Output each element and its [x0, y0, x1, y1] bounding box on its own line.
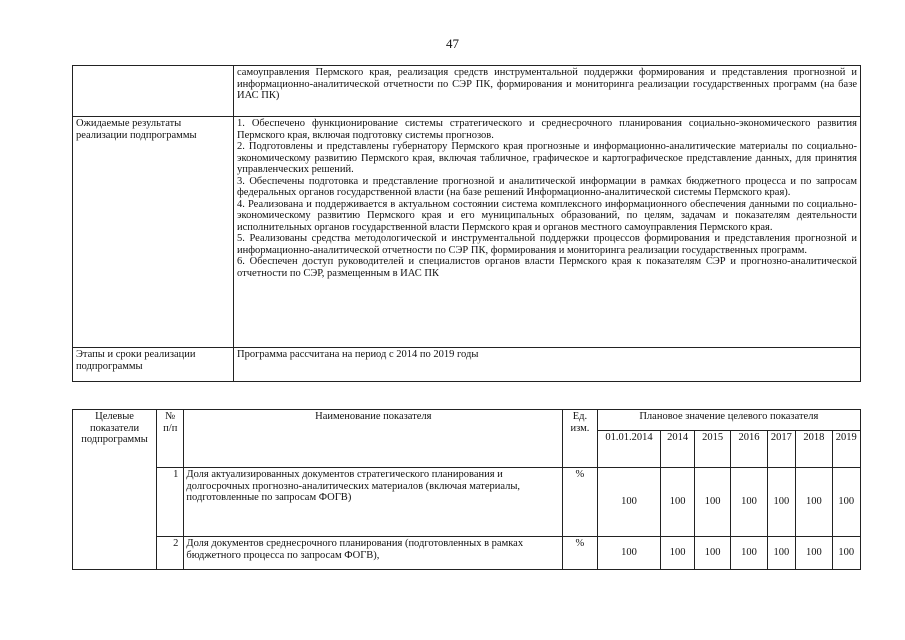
result-item: 2. Подготовлены и представлены губернатору Пермского края прогнозные и информационно-аналитические материалы по социально-экономическому развитию Пермского края, включая табличное, графическое и картографическое представление данных, для принятия управленческих решений. [237, 141, 857, 175]
value-cell: 100 [597, 468, 661, 537]
indicator-name-header: Наименование показателя [184, 410, 563, 468]
value-cell: 100 [796, 468, 832, 537]
table-row [73, 537, 861, 570]
stages-label: Этапы и сроки реализации подпрограммы [73, 348, 234, 382]
value-cell: 100 [832, 537, 860, 570]
result-item: 1. Обеспечено функционирование системы стратегического и среднесрочного планирования социально-экономического развития Пермского края, включая подготовку системы прогнозов. [237, 118, 857, 141]
unit-cell: % [563, 537, 597, 570]
planned-value-header: Плановое значение целевого показателя [597, 410, 860, 431]
unit-cell: % [563, 468, 597, 537]
table-row [73, 468, 861, 537]
table-row [73, 348, 861, 382]
indicator-name: Доля документов среднесрочного планирования (подготовленных в рамках бюджетного процесса по запросам ФОГВ), [184, 537, 563, 570]
header-row [73, 410, 861, 431]
number-header: № п/п [157, 410, 184, 468]
value-cell: 100 [796, 537, 832, 570]
value-cell: 100 [694, 468, 730, 537]
result-item: 3. Обеспечены подготовка и представление прогнозной и аналитической информации в рамках бюджетного процесса и по запросам федеральных органов государственной власти (на базе решений Информационно-аналитической системы Пермского края). [237, 175, 857, 198]
period-header: 2019 [832, 431, 860, 468]
period-header: 01.01.2014 [597, 431, 661, 468]
target-indicators-header: Целевые показатели подпрограммы [73, 410, 157, 570]
value-cell: 100 [661, 468, 694, 537]
page-number: 47 [446, 36, 459, 51]
value-cell: 100 [832, 468, 860, 537]
expected-results-label: Ожидаемые результаты реализации подпрограммы [73, 117, 234, 348]
indicator-name: Доля актуализированных документов стратегического планирования и долгосрочных прогнозно-аналитических материалов (включая материалы, подготовленные по запросам ФОГВ) [184, 468, 563, 537]
period-header: 2016 [731, 431, 767, 468]
period-header: 2017 [767, 431, 795, 468]
subprogram-passport-table [72, 65, 861, 382]
value-cell: 100 [731, 537, 767, 570]
value-cell: 100 [767, 468, 795, 537]
expected-results-content [234, 117, 861, 348]
result-item: 6. Обеспечен доступ руководителей и специалистов органов власти Пермского края к показателям СЭР и прогнозно-аналитической отчетности по СЭР, размещенным в ИАС ПК [237, 256, 857, 279]
row-number: 2 [157, 537, 184, 570]
value-cell: 100 [661, 537, 694, 570]
stages-content: Программа рассчитана на период с 2014 по 2019 годы [234, 348, 861, 382]
value-cell: 100 [694, 537, 730, 570]
period-header: 2014 [661, 431, 694, 468]
result-item: 4. Реализована и поддерживается в актуальном состоянии система комплексного информационного обеспечения данными по социально-экономическому развитию Пермского края и его муниципальных образований, по целям, задачам и показателям деятельности исполнительных органов государственной власти Пермского края и органов местного самоуправления Пермского края. [237, 198, 857, 233]
period-header: 2015 [694, 431, 730, 468]
table-row [73, 66, 861, 117]
value-cell: 100 [731, 468, 767, 537]
period-header: 2018 [796, 431, 832, 468]
value-cell: 100 [767, 537, 795, 570]
unit-header: Ед. изм. [563, 410, 597, 468]
row-label-empty [73, 66, 234, 117]
row-content: самоуправления Пермского края, реализация средств инструментальной поддержки формирования и представления прогнозной и информационно-аналитической отчетности по СЭР ПК, формирования и мониторинга реализации государственных программ (на базе ИАС ПК) [234, 66, 861, 117]
row-number: 1 [157, 468, 184, 537]
result-item: 5. Реализованы средства методологической и инструментальной поддержки процессов формирования и представления прогнозной и информационно-аналитической отчетности по СЭР ПК, формирования и мониторинга реализации государственных программ. [237, 233, 857, 256]
target-indicators-table [72, 409, 861, 570]
value-cell: 100 [597, 537, 661, 570]
table-row [73, 117, 861, 348]
